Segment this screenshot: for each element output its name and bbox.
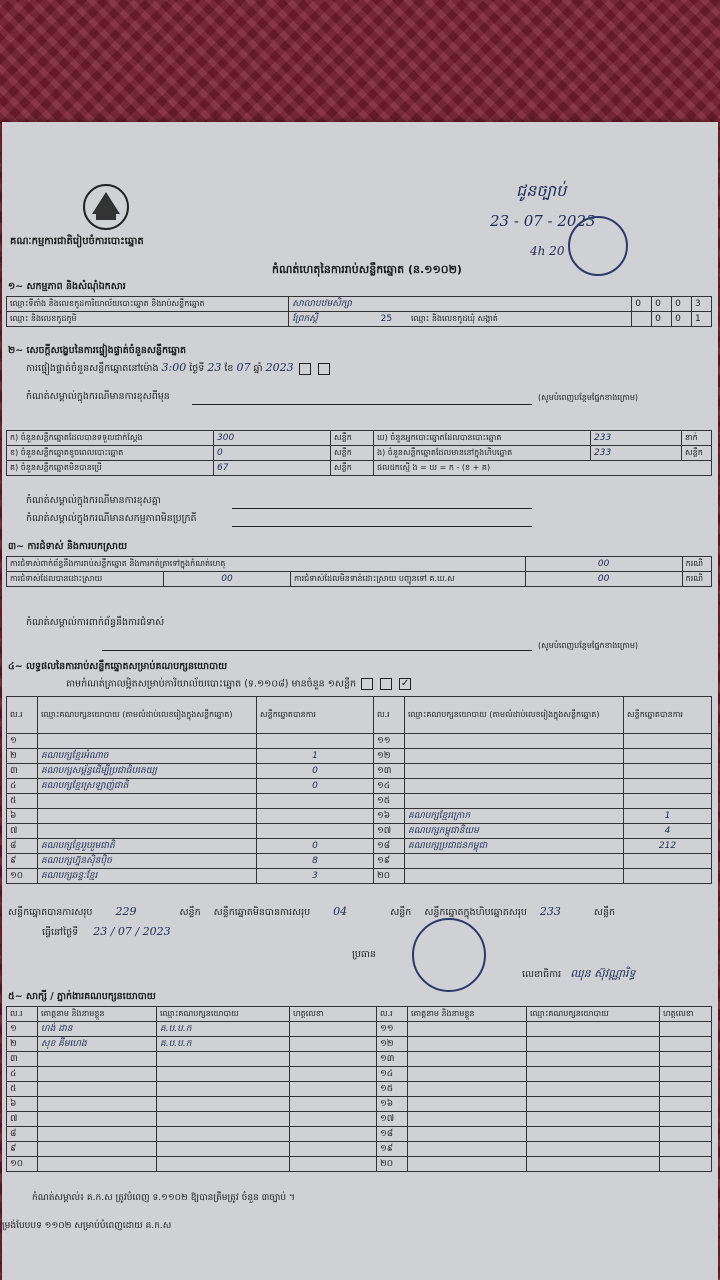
code-digit: 0 <box>672 297 692 312</box>
witness-signature <box>660 1022 712 1037</box>
witness-table <box>6 1006 712 1172</box>
checkbox[interactable] <box>299 363 311 375</box>
received-label: ក) ចំនួនសន្លឹកឆ្នោតដែលបានទទួលជាក់ស្តែង <box>7 431 214 446</box>
row-no: ១ <box>7 1022 38 1037</box>
stamp-date: 23 - 07 - 2023 <box>490 212 596 230</box>
witness-signature <box>660 1112 712 1127</box>
row-no: ១៦ <box>374 809 405 824</box>
village-cell <box>289 312 632 327</box>
note-line <box>102 650 532 651</box>
checkbox[interactable] <box>318 363 330 375</box>
party-name <box>405 764 624 779</box>
ballot-count-table <box>6 430 712 476</box>
year-label: ឆ្នាំ <box>253 363 263 374</box>
resolved-value: 00 <box>164 572 291 587</box>
witness-name: សុខ គឹមហេង <box>38 1037 157 1052</box>
location-label: ឈ្មោះទីតាំង និងលេខកូដការិយាល័យបោះឆ្នោត និងរាប់សន្លឹកឆ្នោត <box>7 297 289 312</box>
col-party: ឈ្មោះគណបក្សនយោបាយ <box>527 1007 660 1022</box>
table-row <box>7 1022 712 1037</box>
party-name: គណបក្សសម្ព័ន្ធដើម្បីប្រជាធិបតេយ្យ <box>38 764 257 779</box>
witness-signature <box>290 1127 377 1142</box>
code-digit: 0 <box>652 297 672 312</box>
footnote: កំណត់សម្គាល់៖ គ.ក.ស ត្រូវបំពេញ ទ.១១០២ ឱ្យបានត្រឹមត្រូវ ចំនួន ៣ច្បាប់ ។ <box>32 1193 295 1203</box>
note-hint: (សូមបំពេញបន្ថែមផ្នែកខាងក្រោម) <box>538 641 639 650</box>
party-votes: 0 <box>257 779 374 794</box>
party-name: គណបក្សហ្វ៊ុនស៊ិនប៉ិច <box>38 854 257 869</box>
total-label: សន្លឹកឆ្នោតបានការសរុប <box>8 907 93 918</box>
witness-name <box>38 1127 157 1142</box>
subtitle-text: តាមកំណត់ត្រាលម្អិតសម្រាប់ការិយាល័យបោះឆ្នោត (ទ.១១០៨) មានចំនួន ១សន្លឹក <box>66 678 357 690</box>
col-no: ល.រ <box>377 1007 408 1022</box>
party-votes <box>257 794 374 809</box>
complaint-value: 00 <box>525 557 682 572</box>
witness-party <box>527 1112 660 1127</box>
row-no: ១៨ <box>374 839 405 854</box>
table-row <box>7 839 712 854</box>
party-name: គណបក្សខ្មែរក្រោក <box>405 809 624 824</box>
witness-signature <box>290 1082 377 1097</box>
party-name: គណបក្សខ្មែររួបរួមជាតិ <box>38 839 257 854</box>
witness-party <box>157 1127 290 1142</box>
witness-name <box>38 1157 157 1172</box>
party-votes: 0 <box>257 839 374 854</box>
table-row <box>7 1037 712 1052</box>
row-no: ៩ <box>7 1142 38 1157</box>
spoiled-value: 0 <box>214 446 331 461</box>
code-digit: 0 <box>672 312 692 327</box>
witness-party: គ.ប.ប.ក <box>157 1022 290 1037</box>
location-table <box>6 296 712 327</box>
table-row <box>7 1052 712 1067</box>
day-value: 23 <box>207 361 222 374</box>
row-no: ១១ <box>377 1022 408 1037</box>
row-no: ១៧ <box>377 1112 408 1127</box>
section5-title: ៥~ សាក្សី / ភ្នាក់ងារគណបក្សនយោបាយ <box>8 991 156 1002</box>
table-row <box>7 749 712 764</box>
section4-title: ៤~ លទ្ធផលនៃការរាប់សន្លឹកឆ្នោតសម្រាប់គណបក្សនយោបាយ <box>8 661 228 672</box>
box-ballots-value: 233 <box>591 446 682 461</box>
row-no: ១៩ <box>377 1142 408 1157</box>
section3-title: ៣~ ការជំទាស់ និងការបកស្រាយ <box>8 541 127 552</box>
witness-name <box>408 1082 527 1097</box>
row-no: ៨ <box>7 839 38 854</box>
checkbox-checked[interactable]: ✓ <box>400 678 410 689</box>
row-no: ៥ <box>7 1082 38 1097</box>
unresolved-value: 00 <box>525 572 682 587</box>
party-votes <box>624 734 712 749</box>
col-name: គោត្តនាម និងនាមខ្លួន <box>408 1007 527 1022</box>
table-row <box>7 1097 712 1112</box>
col-sign: ហត្ថលេខា <box>290 1007 377 1022</box>
totals-line <box>8 906 615 918</box>
witness-signature <box>290 1157 377 1172</box>
table-row <box>7 1142 712 1157</box>
results-table <box>6 696 712 884</box>
col-party: ឈ្មោះគណបក្សនយោបាយ (តាមលំដាប់លេខរៀងក្នុងសន្លឹកឆ្នោត) <box>405 697 624 734</box>
row-no: ១៨ <box>377 1127 408 1142</box>
party-name: គណបក្សឆន្ទៈខ្មែរ <box>38 869 257 884</box>
discrepancy-note: កំណត់សម្គាល់ក្នុងករណីមានការខុសគ្នា <box>26 495 161 506</box>
witness-name <box>408 1052 527 1067</box>
row-no: ២០ <box>377 1157 408 1172</box>
village-value: ព្រែកស្តី <box>292 313 318 324</box>
row-no: ៧ <box>7 1112 38 1127</box>
table-row <box>7 779 712 794</box>
form-reference: ម្រង់បែបបទ ១១០២ សម្រាប់បំពេញដោយ គ.ក.ស <box>2 1221 172 1231</box>
party-name <box>38 824 257 839</box>
witness-name <box>38 1142 157 1157</box>
row-no: ៦ <box>7 1097 38 1112</box>
witness-signature <box>290 1142 377 1157</box>
witness-party <box>527 1052 660 1067</box>
witness-name <box>408 1037 527 1052</box>
code-digit <box>632 312 652 327</box>
witness-name <box>408 1067 527 1082</box>
commune-label: ឈ្មោះ និងលេខកូដឃុំ សង្កាត់ <box>410 313 498 323</box>
table-row <box>7 869 712 884</box>
irregular-note: កំណត់សម្គាល់ក្នុងករណីមានសកម្មភាពមិនប្រក្រតី <box>26 513 197 524</box>
row-no: ៣ <box>7 1052 38 1067</box>
party-name <box>38 734 257 749</box>
stamp-received: ជូនច្បាប់ <box>516 181 567 200</box>
party-votes <box>624 764 712 779</box>
unit: សន្លឹក <box>390 907 412 918</box>
unit: សន្លឹក <box>593 907 616 918</box>
box-ballots-label: ង) ចំនួនសន្លឹកឆ្នោតដែលមាននៅក្នុងហិបឆ្នោត <box>374 446 591 461</box>
party-votes: 0 <box>257 764 374 779</box>
party-votes <box>624 794 712 809</box>
official-seal-icon <box>568 216 628 276</box>
table-row <box>7 1082 712 1097</box>
row-no: ១៤ <box>377 1067 408 1082</box>
unit: ករណី <box>682 557 711 572</box>
code-digit: 0 <box>632 297 652 312</box>
table-row <box>7 1112 712 1127</box>
party-name <box>405 779 624 794</box>
witness-name <box>408 1022 527 1037</box>
witness-signature <box>660 1082 712 1097</box>
witness-signature <box>290 1097 377 1112</box>
witness-party <box>527 1142 660 1157</box>
made-label: ធ្វើនៅថ្ងៃទី <box>42 927 79 938</box>
code-digit: 3 <box>692 297 712 312</box>
note-line <box>232 508 532 509</box>
election-form-paper <box>2 122 718 1280</box>
chairman-label: ប្រធាន <box>352 949 376 960</box>
complaint-note: កំណត់សម្គាល់ការពាក់ព័ន្ធនឹងការជំទាស់ <box>26 617 165 628</box>
row-no: ៤ <box>7 1067 38 1082</box>
party-votes: 3 <box>257 869 374 884</box>
party-votes <box>257 734 374 749</box>
witness-name <box>408 1097 527 1112</box>
party-name <box>405 734 624 749</box>
unused-label: គ) ចំនួនសន្លឹកឆ្នោតមិនបានប្រើ <box>7 461 214 476</box>
unused-value: 67 <box>214 461 331 476</box>
verification-line <box>26 362 332 375</box>
code-digit: 0 <box>652 312 672 327</box>
col-no: ល.រ <box>7 697 38 734</box>
witness-party <box>157 1067 290 1082</box>
total-value: 229 <box>115 905 137 918</box>
party-votes: 1 <box>624 809 712 824</box>
table-row <box>7 854 712 869</box>
unresolved-label: ការជំទាស់ដែលមិនទាន់ដោះស្រាយ បញ្ជូនទៅ គ.ឃ.ស <box>291 572 526 587</box>
row-no: ៥ <box>7 794 38 809</box>
table-row <box>7 764 712 779</box>
official-seal-icon <box>412 918 486 992</box>
party-votes <box>624 854 712 869</box>
table-row <box>7 734 712 749</box>
party-name: គណបក្សប្រជាជនកម្ពុជា <box>405 839 624 854</box>
secretary-line <box>522 968 636 980</box>
witness-party <box>157 1157 290 1172</box>
box-total-value: 233 <box>539 905 561 918</box>
section4-subtitle <box>66 678 413 690</box>
witness-name <box>38 1067 157 1082</box>
village-label: ឈ្មោះ និងលេខកូដភូមិ <box>7 312 289 327</box>
code-digit: 1 <box>692 312 712 327</box>
witness-party <box>527 1082 660 1097</box>
voters-value: 233 <box>591 431 682 446</box>
row-no: ១៥ <box>377 1082 408 1097</box>
witness-signature <box>660 1052 712 1067</box>
verification-time: 3:00 <box>161 361 187 374</box>
row-no: ៧ <box>7 824 38 839</box>
month-value: 07 <box>236 361 251 374</box>
form-title: កំណត់ហេតុនៃការរាប់សន្លឹកឆ្នោត (ន.១១០២) <box>272 263 462 276</box>
location-value: សាលាបឋមសិក្សា <box>289 297 632 312</box>
secretary-label: លេខាធិការ <box>522 969 562 980</box>
witness-signature <box>660 1097 712 1112</box>
witness-name: ហង់ ដាន <box>38 1022 157 1037</box>
party-name <box>38 809 257 824</box>
complaints-table <box>6 556 712 587</box>
witness-party <box>157 1112 290 1127</box>
witness-party <box>157 1052 290 1067</box>
table-row <box>7 809 712 824</box>
unit: ករណី <box>682 572 711 587</box>
year-value: 2023 <box>265 361 294 374</box>
row-no: ១ <box>7 734 38 749</box>
row-no: ១២ <box>374 749 405 764</box>
witness-name <box>38 1097 157 1112</box>
made-date: 23 / 07 / 2023 <box>93 925 171 938</box>
col-votes: សន្លឹកឆ្នោតបានការ <box>257 697 374 734</box>
witness-signature <box>660 1142 712 1157</box>
party-votes <box>624 869 712 884</box>
formula-label: ផលដកស្មើ ង = ឃ = ក - (ខ + គ) <box>374 461 712 476</box>
witness-signature <box>660 1157 712 1172</box>
witness-name <box>408 1142 527 1157</box>
resolved-label: ការជំទាស់ដែលបានដោះស្រាយ <box>7 572 164 587</box>
checkbox[interactable] <box>380 678 392 690</box>
row-no: ២ <box>7 1037 38 1052</box>
witness-signature <box>290 1052 377 1067</box>
row-no: ១៦ <box>377 1097 408 1112</box>
note-line <box>232 526 532 527</box>
col-party: ឈ្មោះគណបក្សនយោបាយ (តាមលំដាប់លេខរៀងក្នុងសន្លឹកឆ្នោត) <box>38 697 257 734</box>
witness-party <box>157 1082 290 1097</box>
checkbox[interactable] <box>361 678 373 690</box>
party-votes <box>624 749 712 764</box>
secretary-name: ឈុន ស៊ុវណ្ណារិទ្ធ <box>570 967 636 980</box>
table-row <box>7 824 712 839</box>
col-sign: ហត្ថលេខា <box>660 1007 712 1022</box>
row-no: ១៥ <box>374 794 405 809</box>
witness-name <box>38 1112 157 1127</box>
witness-name <box>38 1052 157 1067</box>
table-row <box>7 794 712 809</box>
month-label: ខែ <box>224 363 234 374</box>
table-row <box>7 1127 712 1142</box>
witness-party <box>157 1097 290 1112</box>
unit: សន្លឹក <box>331 431 374 446</box>
party-votes: 212 <box>624 839 712 854</box>
org-name: គណៈកម្មការជាតិរៀបចំការបោះឆ្នោត <box>10 236 144 247</box>
witness-name <box>408 1127 527 1142</box>
spoiled-label: ខ) ចំនួនសន្លឹកឆ្នោតខូចពេលបោះឆ្នោត <box>7 446 214 461</box>
party-votes: 1 <box>257 749 374 764</box>
witness-signature <box>290 1022 377 1037</box>
witness-signature <box>660 1127 712 1142</box>
witness-name <box>38 1082 157 1097</box>
row-no: ១២ <box>377 1037 408 1052</box>
section1-title: ១~ សកម្មភាព និងសំណុំឯកសារ <box>8 281 126 292</box>
note-hint: (សូមបំពេញបន្ថែមផ្នែកខាងក្រោម) <box>538 393 639 402</box>
verification-label: ការផ្ទៀងផ្ទាត់ចំនួនសន្លឹកឆ្នោតនៅម៉ោង <box>26 363 159 374</box>
party-votes: 8 <box>257 854 374 869</box>
col-name: គោត្តនាម និងនាមខ្លួន <box>38 1007 157 1022</box>
note-line <box>192 404 532 405</box>
witness-signature <box>290 1067 377 1082</box>
row-no: ២ <box>7 749 38 764</box>
witness-signature <box>290 1112 377 1127</box>
note-label: កំណត់សម្គាល់ក្នុងករណីមានការខុសពីមុន <box>26 391 170 402</box>
party-name: គណបក្សកម្ពុជានិយម <box>405 824 624 839</box>
voters-label: ឃ) ចំនួនអ្នកបោះឆ្នោតដែលបានបោះឆ្នោត <box>374 431 591 446</box>
witness-party <box>527 1067 660 1082</box>
stamp-time: 4h 20 <box>530 244 565 258</box>
row-no: ៩ <box>7 854 38 869</box>
col-no: ល.រ <box>7 1007 38 1022</box>
made-date-line <box>42 926 171 938</box>
received-value: 300 <box>214 431 331 446</box>
row-no: ១១ <box>374 734 405 749</box>
witness-party <box>527 1157 660 1172</box>
row-no: ១៣ <box>374 764 405 779</box>
col-no: ល.រ <box>374 697 405 734</box>
witness-signature <box>290 1037 377 1052</box>
witness-party <box>527 1097 660 1112</box>
row-no: ១៩ <box>374 854 405 869</box>
witness-party: គ.ប.ប.ក <box>157 1037 290 1052</box>
invalid-label: សន្លឹកឆ្នោតមិនបានការសរុប <box>213 907 311 918</box>
witness-signature <box>660 1067 712 1082</box>
unit: សន្លឹក <box>331 461 374 476</box>
party-name <box>405 794 624 809</box>
witness-signature <box>660 1037 712 1052</box>
witness-name <box>408 1112 527 1127</box>
party-name <box>405 869 624 884</box>
table-row <box>7 1067 712 1082</box>
complaint-label: ការជំទាស់ពាក់ព័ន្ធនឹងការរាប់សន្លឹកឆ្នោត និងការកត់ត្រាទៅក្នុងកំណត់ហេតុ <box>7 557 526 572</box>
row-no: ១០ <box>7 869 38 884</box>
witness-party <box>527 1037 660 1052</box>
col-party: ឈ្មោះគណបក្សនយោបាយ <box>157 1007 290 1022</box>
witness-party <box>157 1142 290 1157</box>
invalid-value: 04 <box>333 905 348 918</box>
party-votes <box>624 779 712 794</box>
day-label: ថ្ងៃទី <box>189 363 205 374</box>
witness-party <box>527 1022 660 1037</box>
col-votes: សន្លឹកឆ្នោតបានការ <box>624 697 712 734</box>
village-number: 25 <box>380 313 393 324</box>
row-no: ១៣ <box>377 1052 408 1067</box>
unit: នាក់ <box>682 431 712 446</box>
nec-logo-icon <box>80 182 132 232</box>
party-name: គណបក្សខ្មែរអំណាច <box>38 749 257 764</box>
row-no: ១៤ <box>374 779 405 794</box>
party-votes <box>257 824 374 839</box>
row-no: ៤ <box>7 779 38 794</box>
party-name <box>405 749 624 764</box>
party-name <box>405 854 624 869</box>
section2-title: ២~ សេចក្តីសង្ខេបនៃការផ្ទៀងផ្ទាត់ចំនួនសន្លឹកឆ្នោត <box>8 345 187 356</box>
unit: សន្លឹក <box>331 446 374 461</box>
witness-party <box>527 1127 660 1142</box>
row-no: ១៧ <box>374 824 405 839</box>
box-total-label: សន្លឹកឆ្នោតក្នុងហិបឆ្នោតសរុប <box>424 907 527 918</box>
table-row <box>7 1157 712 1172</box>
witness-name <box>408 1157 527 1172</box>
unit: សន្លឹក <box>179 907 201 918</box>
party-votes: 4 <box>624 824 712 839</box>
party-name: គណបក្សខ្មែរស្រឡាញ់ជាតិ <box>38 779 257 794</box>
row-no: ៦ <box>7 809 38 824</box>
party-votes <box>257 809 374 824</box>
row-no: ១០ <box>7 1157 38 1172</box>
row-no: ៨ <box>7 1127 38 1142</box>
unit: សន្លឹក <box>682 446 712 461</box>
row-no: ៣ <box>7 764 38 779</box>
party-name <box>38 794 257 809</box>
row-no: ២០ <box>374 869 405 884</box>
